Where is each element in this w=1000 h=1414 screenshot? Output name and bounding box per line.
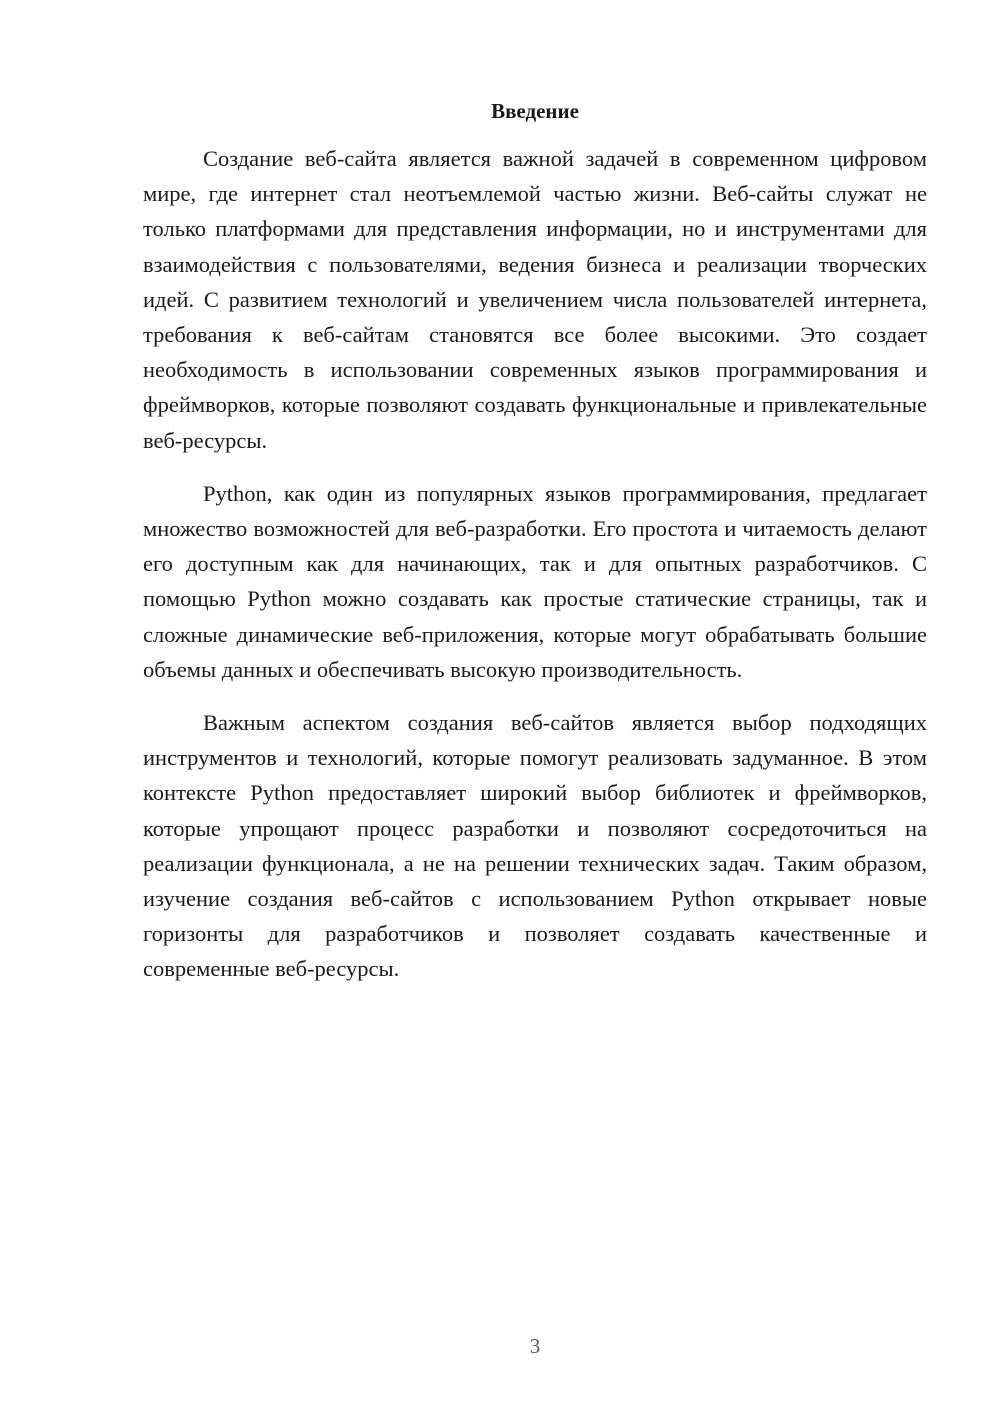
paragraph-2: Python, как один из популярных языков программирования, предлагает множество возможностей для веб-разработки. Его простота и читаемость делают его доступным как для начинающих, так и для опытных разработчиков. С помощью Python можно создавать как простые статические страницы, так и сложные динамические веб-приложения, которые могут обрабатывать большие объемы данных и обеспечивать высокую производительность.: [143, 480, 927, 682]
paragraph-3: Важным аспектом создания веб-сайтов является выбор подходящих инструментов и технологий, которые помогут реализовать задуманное. В этом контексте Python предоставляет широкий выбор библиотек и фреймворков, которые упрощают процесс разработки и позволяют сосредоточиться на реализации функционала, а не на решении технических задач. Таким образом, изучение создания веб-сайтов с использованием Python открывает новые горизонты для разработчиков и позволяет создавать качественные и современные веб-ресурсы.: [143, 710, 927, 982]
paragraph-1: Создание веб-сайта является важной задачей в современном цифровом мире, где интернет стал неотъемлемой частью жизни. Веб-сайты служат не только платформами для представления информации, но и инструментами для взаимодействия с пользователями, ведения бизнеса и реализации творческих идей. С развитием технологий и увеличением числа пользователей интернета, требования к веб-сайтам становятся все более высокими. Это создает необходимость в использовании современных языков программирования и фреймворков, которые позволяют создавать функциональные и привлекательные веб-ресурсы.: [143, 146, 927, 453]
page-number: 3: [529, 1334, 541, 1358]
body-text: [143, 141, 927, 1005]
section-title: Введение: [491, 99, 579, 123]
